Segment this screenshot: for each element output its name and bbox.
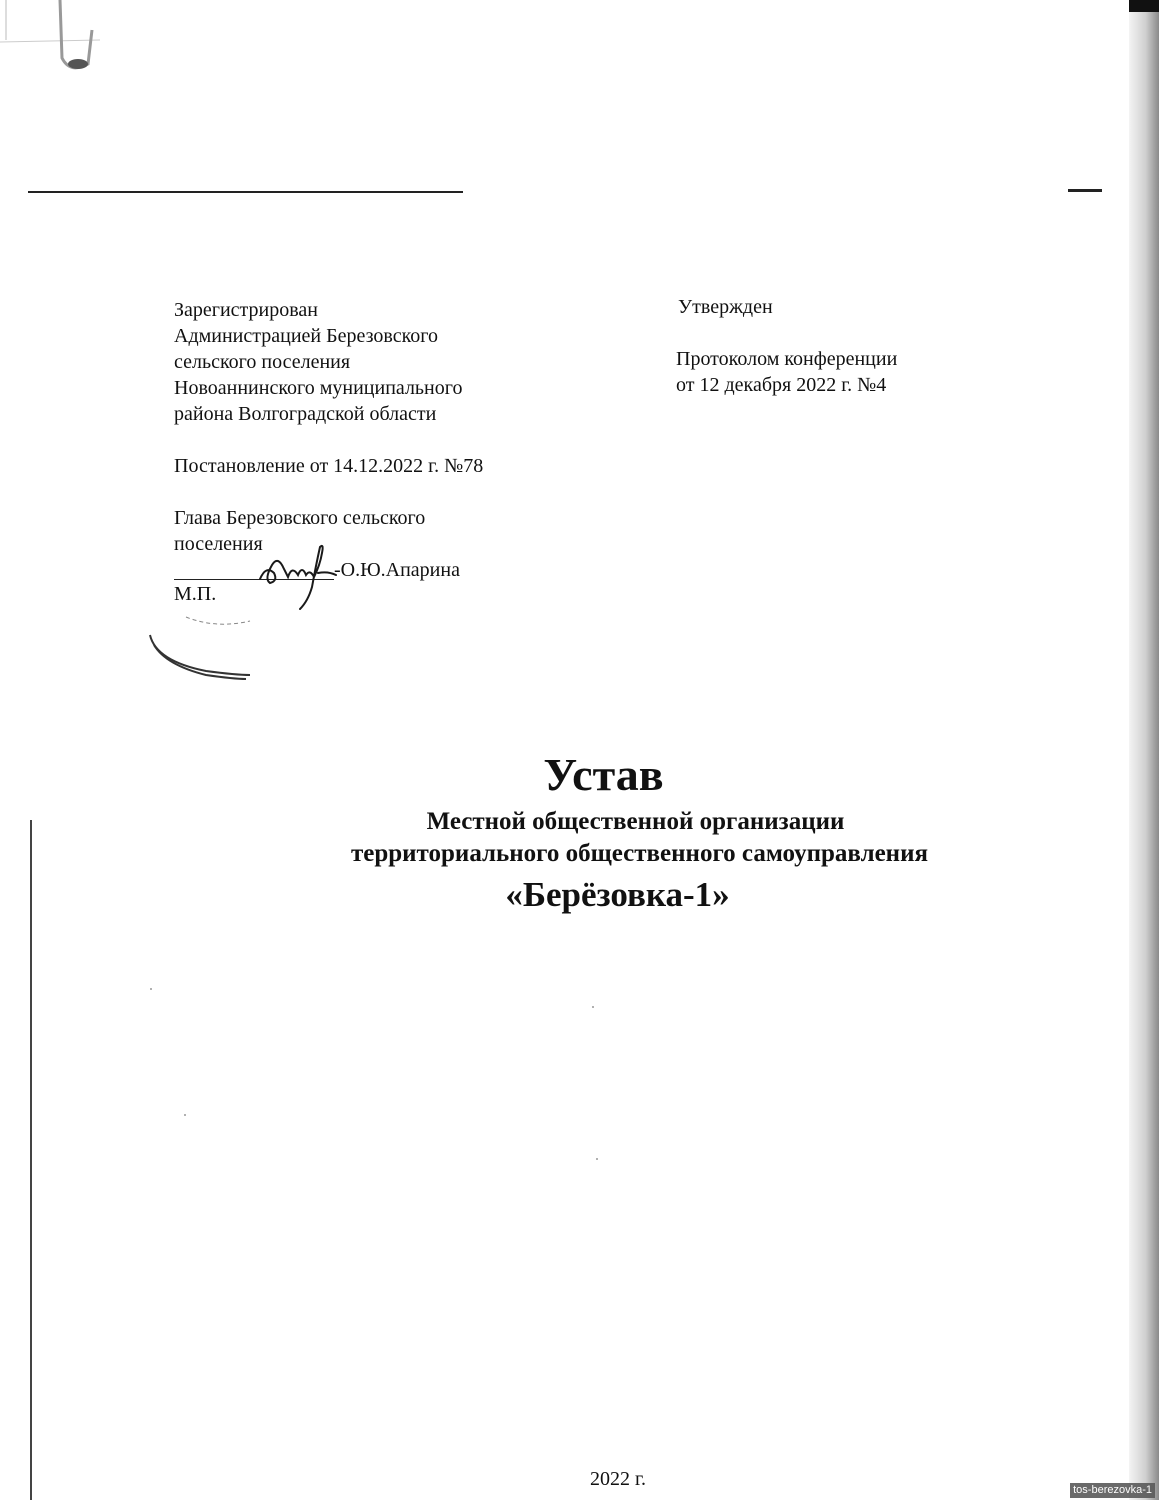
- approval-block: [676, 294, 897, 398]
- scan-speck: [184, 1114, 186, 1116]
- document-title: Устав: [543, 749, 664, 800]
- stamp-imprint-mark: [146, 605, 256, 685]
- site-watermark: tos-berezovka-1: [1070, 1483, 1155, 1498]
- registration-authority-line: Новоаннинского муниципального: [174, 377, 463, 399]
- scan-speck: [596, 1158, 598, 1160]
- approved-label: Утвержден: [678, 296, 773, 318]
- protocol-line: от 12 декабря 2022 г. №4: [676, 374, 887, 396]
- resolution-reference: Постановление от 14.12.2022 г. №78: [174, 455, 484, 477]
- registration-authority-line: сельского поселения: [174, 351, 351, 373]
- document-subtitle: территориального общественного самоуправления: [350, 840, 929, 867]
- head-title-line: поселения: [174, 533, 263, 555]
- signer-name: -О.Ю.Апарина: [334, 559, 460, 581]
- stamp-place-label: М.П.: [174, 583, 217, 605]
- protocol-line: Протоколом конференции: [676, 348, 898, 370]
- registration-authority-line: Администрацией Березовского: [174, 325, 438, 347]
- scan-speck: [592, 1006, 594, 1008]
- registration-authority-line: района Волгоградской области: [174, 403, 437, 425]
- document-year: 2022 г.: [590, 1468, 646, 1490]
- top-rule-right: [1068, 189, 1102, 192]
- left-margin-rule: [30, 820, 32, 1500]
- scan-speck: [150, 988, 152, 990]
- scan-binder-clip: [0, 0, 100, 80]
- scan-corner-mark: [1129, 0, 1159, 12]
- registered-label: Зарегистрирован: [174, 299, 319, 321]
- document-title-block: [0, 748, 1159, 918]
- organization-name: «Берёзовка-1»: [505, 875, 730, 914]
- top-rule: [28, 191, 463, 193]
- document-subtitle: Местной общественной организации: [426, 808, 845, 835]
- handwritten-signature: [258, 535, 342, 615]
- head-title-line: Глава Березовского сельского: [174, 507, 426, 529]
- signature-row: [174, 557, 574, 585]
- registration-block: [174, 297, 574, 607]
